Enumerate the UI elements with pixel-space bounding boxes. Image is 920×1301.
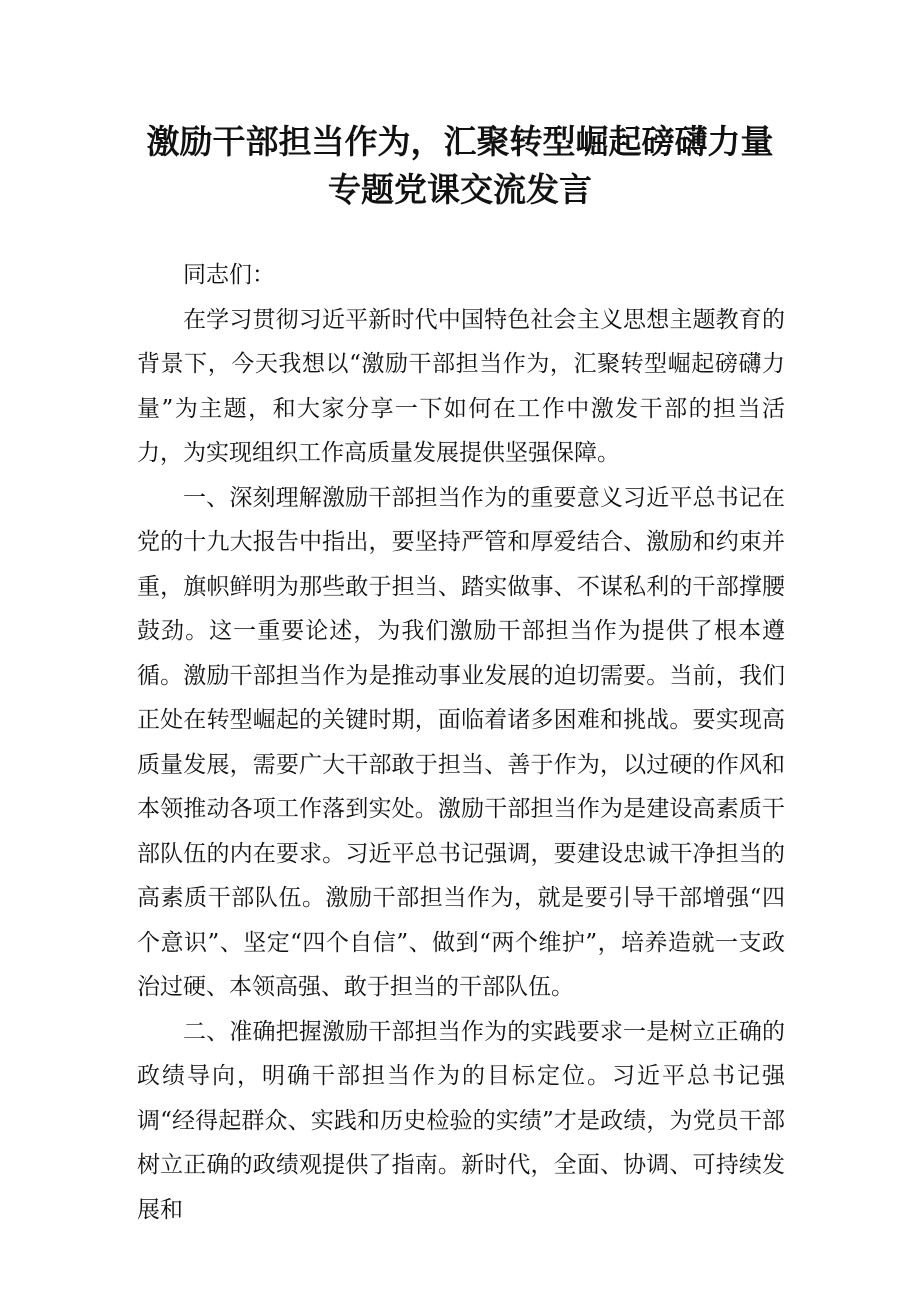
paragraph-intro: 在学习贯彻习近平新时代中国特色社会主义思想主题教育的背景下，今天我想以“激励干部担当作为，汇聚转型崛起磅礴力量”为主题，和大家分享一下如何在工作中激发干部的担当活力，为实现组织工作高质量发展提供坚强保障。 [137, 306, 785, 466]
paragraph-section-one: 一、深刻理解激励干部担当作为的重要意义习近平总书记在党的十九大报告中指出，要坚持严管和厚爱结合、激励和约束并重，旗帜鲜明为那些敢于担当、踏实做事、不谋私利的干部撑腰鼓劲。这一重要论述，为我们激励干部担当作为提供了根本遵循。激励干部担当作为是推动事业发展的迫切需要。当前，我们正处在转型崛起的关键时期，面临着诸多困难和挑战。要实现高质量发展，需要广大干部敢于担当、善于作为，以过硬的作风和本领推动各项工作落到实处。激励干部担当作为是建设高素质干部队伍的内在要求。习近平总书记强调，要建设忠诚干净担当的高素质干部队伍。激励干部担当作为，就是要引导干部增强“四个意识”、坚定“四个自信”、做到“两个维护”，培养造就一支政治过硬、本领高强、敢于担当的干部队伍。 [137, 484, 785, 1000]
document-body [137, 253, 785, 1232]
document-title [0, 118, 920, 214]
greeting: 同志们： [183, 262, 275, 288]
paragraph-section-two: 二、准确把握激励干部担当作为的实践要求一是树立正确的政绩导向，明确干部担当作为的目标定位。习近平总书记强调“经得起群众、实践和历史检验的实绩”才是政绩，为党员干部树立正确的政绩观提供了指南。新时代，全面、协调、可持续发展和 [137, 1018, 785, 1223]
title-line-1: 激励干部担当作为，汇聚转型崛起磅礴力量 [146, 122, 774, 161]
title-line-2: 专题党课交流发言 [328, 170, 592, 209]
